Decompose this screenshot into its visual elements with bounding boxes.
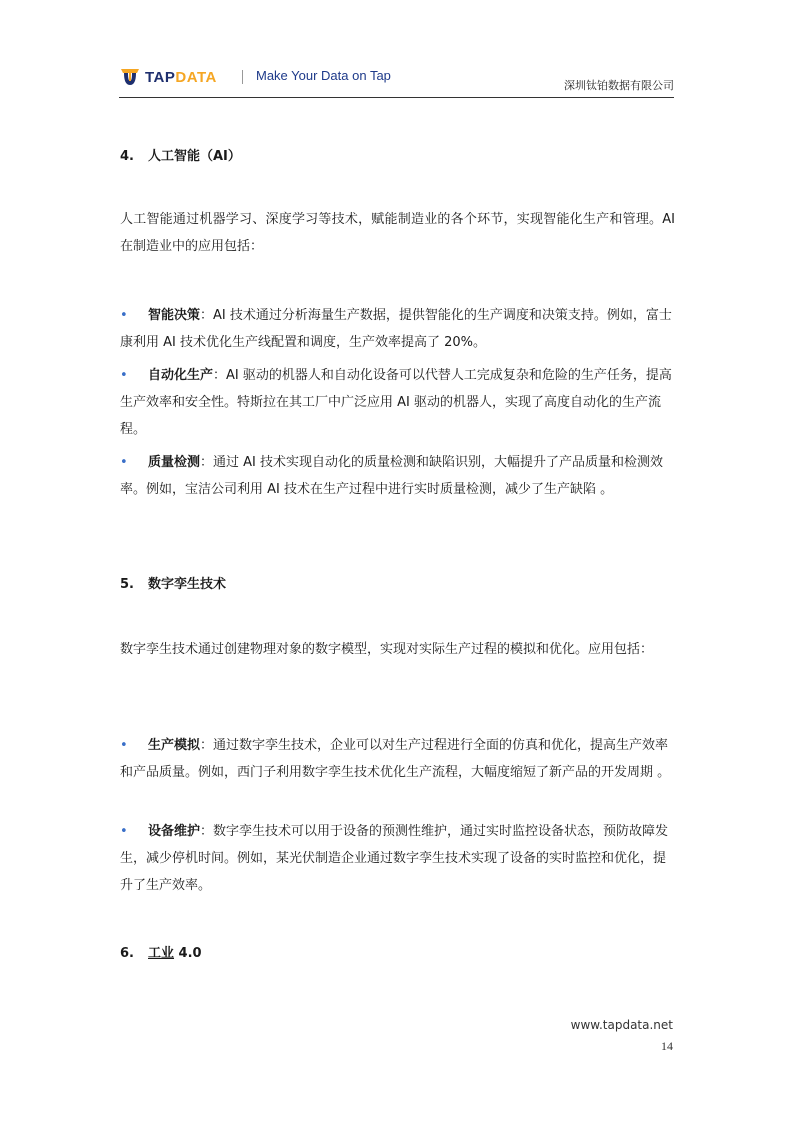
bullet-icon: •: [120, 738, 128, 753]
bullet-icon: •: [120, 308, 128, 323]
list-item: • 设备维护：数字孪生技术可以用于设备的预测性维护，通过实时监控设备状态，预防故障发生，减少停机时间。例如，某光伏制造企业通过数字孪生技术实现了设备的实时监控和优化，提升了生产效率。: [120, 818, 675, 899]
page-number: 14: [661, 1039, 673, 1053]
header-divider: [242, 70, 243, 84]
section-title: 工业: [148, 946, 175, 961]
tapdata-logo-icon: [119, 66, 141, 88]
list-item: • 生产模拟：通过数字孪生技术，企业可以对生产过程进行全面的仿真和优化，提高生产效率和产品质量。例如，西门子利用数字孪生技术优化生产流程，大幅度缩短了新产品的开发周期 。: [120, 732, 675, 786]
bullet-icon: •: [120, 368, 128, 383]
section-heading-5: 5. 数字孪生技术: [120, 577, 227, 592]
tagline: Make Your Data on Tap: [256, 68, 391, 83]
list-item: • 智能决策：AI 技术通过分析海量生产数据，提供智能化的生产调度和决策支持。例如，富士康利用 AI 技术优化生产线配置和调度，生产效率提高了 20%。: [120, 302, 675, 356]
section-intro: 数字孪生技术通过创建物理对象的数字模型，实现对实际生产过程的模拟和优化。应用包括：: [120, 642, 654, 657]
section-intro: 人工智能通过机器学习、深度学习等技术，赋能制造业的各个环节，实现智能化生产和管理。AI 在制造业中的应用包括：: [120, 212, 675, 254]
tapdata-logo: [119, 66, 217, 88]
list-item: • 质量检测：通过 AI 技术实现自动化的质量检测和缺陷识别，大幅提升了产品质量和检测效率。例如，宝洁公司利用 AI 技术在生产过程中进行实时质量检测，减少了生产缺陷 。: [120, 449, 675, 503]
section-title: 人工智能（AI）: [148, 149, 241, 164]
list-item: • 自动化生产：AI 驱动的机器人和自动化设备可以代替人工完成复杂和危险的生产任务，提高生产效率和安全性。特斯拉在其工厂中广泛应用 AI 驱动的机器人，实现了高度自动化的生产流程。: [120, 362, 675, 443]
section-title: 数字孪生技术: [148, 577, 227, 592]
logo-wordmark: TAPDATA: [145, 68, 217, 86]
section-heading-4: 4. 人工智能（AI）: [120, 149, 241, 164]
page-header: [119, 60, 674, 98]
footer-url: www.tapdata.net: [570, 1018, 673, 1032]
company-name: 深圳钛铂数据有限公司: [564, 79, 674, 92]
bullet-icon: •: [120, 455, 128, 470]
bullet-icon: •: [120, 824, 128, 839]
section-heading-6: 6. 工业 4.0: [120, 946, 202, 961]
